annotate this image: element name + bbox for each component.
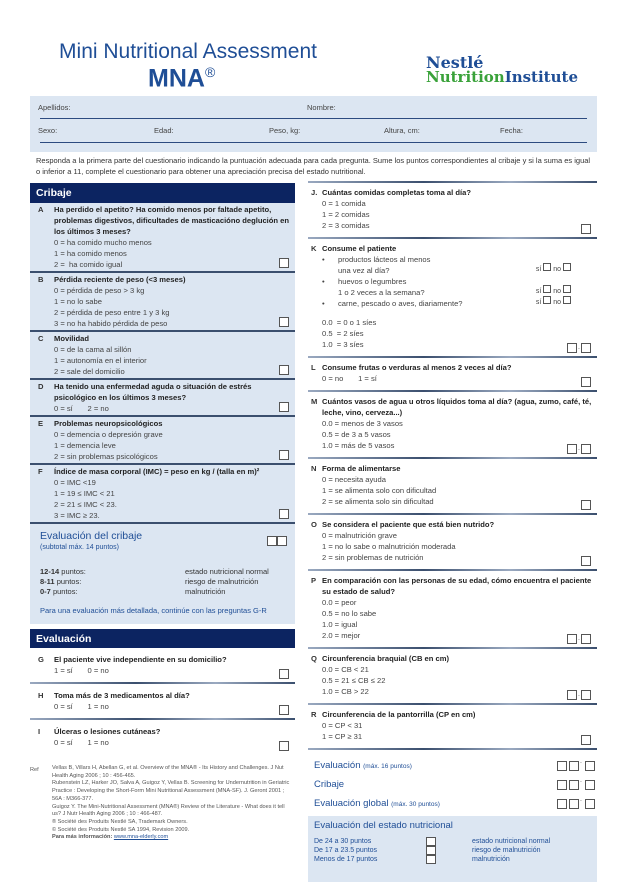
- answer-option: 3 = IMC ≥ 23.: [54, 511, 100, 520]
- score-range: [40, 567, 185, 577]
- question-letter: C: [38, 334, 44, 343]
- reference-line: Guigoz Y. The Mini-Nutritional Assessment (MNA®) Review of the Literature - What does it tell us? J Nutr Health Aging 2006 ; 10 : 466-487.: [52, 803, 285, 818]
- question-q: [308, 649, 597, 703]
- range-meaning: malnutrición: [185, 587, 226, 596]
- status-meaning: estado nutricional normal: [472, 838, 551, 845]
- divider: [308, 748, 597, 750]
- question-text: Consume frutas o verduras al menos 2 veces al día?: [322, 363, 512, 372]
- score-box[interactable]: [279, 365, 289, 375]
- form-title: Mini Nutritional Assessment: [59, 40, 317, 63]
- score-boxes: [279, 705, 289, 715]
- question-r: [308, 705, 597, 748]
- divider: [40, 118, 587, 119]
- summary-row: [308, 756, 597, 775]
- yes-checkbox[interactable]: [543, 285, 551, 293]
- score-box[interactable]: [585, 780, 595, 790]
- question-letter: P: [311, 576, 317, 585]
- nestle-logo: Nestlé NutritionInstitute: [426, 53, 578, 86]
- yes-no-choice: [536, 263, 571, 275]
- summary-sublabel: (máx. 16 puntos): [363, 763, 412, 770]
- question-letter: E: [38, 419, 44, 428]
- yes-label: sí: [535, 299, 542, 306]
- score-box[interactable]: [279, 705, 289, 715]
- answer-option: 1 = demencia leve: [54, 441, 116, 450]
- score-box[interactable]: [567, 343, 577, 353]
- answer-option: 0 = necesita ayuda: [322, 475, 386, 484]
- answer-option: 0.0 = 0 o 1 síes: [322, 318, 377, 327]
- answer-option: 2 = sin problemas psicológicos: [54, 452, 158, 461]
- score-box[interactable]: [581, 735, 591, 745]
- divider: [40, 142, 587, 143]
- answer-option: 0.5 = no lo sabe: [322, 609, 377, 618]
- range-meaning: riesgo de malnutrición: [185, 577, 259, 586]
- score-boxes: [581, 735, 591, 745]
- question-letter: Q: [311, 654, 317, 663]
- answer-option: 1.0 = 3 síes: [322, 340, 364, 349]
- answer-option: 0 = 1 comida: [322, 199, 366, 208]
- consumption-item: [322, 298, 593, 309]
- score-box[interactable]: [581, 343, 591, 353]
- score-box[interactable]: [581, 690, 591, 700]
- answer-option: 1 = se alimenta solo con dificultad: [322, 486, 437, 495]
- answer-option: 0 = IMC <19: [54, 478, 96, 487]
- answer-option: 2.0 = mejor: [322, 631, 361, 640]
- bullet-icon: •: [322, 299, 325, 308]
- score-box[interactable]: [557, 780, 567, 790]
- score-boxes: [567, 443, 591, 454]
- decimal-point: .: [580, 777, 582, 784]
- status-meaning: riesgo de malnutrición: [472, 847, 541, 854]
- score-box[interactable]: [567, 690, 577, 700]
- score-box[interactable]: [581, 556, 591, 566]
- answer-option: 0.5 = de 3 a 5 vasos: [322, 430, 391, 439]
- answer-option: 0 = pérdida de peso > 3 kg: [54, 286, 145, 295]
- answer-option: 0 = demencia o depresión grave: [54, 430, 163, 439]
- decimal-point: .: [578, 635, 580, 642]
- no-label: no: [553, 299, 562, 306]
- score-box[interactable]: [585, 761, 595, 771]
- answer-option: 0 = malnutrición grave: [322, 531, 397, 540]
- item-text: una vez al día?: [338, 266, 390, 275]
- score-boxes: [279, 509, 289, 519]
- question-letter: H: [38, 691, 44, 700]
- question-letter: J.: [311, 188, 318, 197]
- question-d: [30, 380, 295, 417]
- nutritional-status-rows: [314, 837, 591, 864]
- question-text: Problemas neuropsicológicos: [54, 419, 163, 428]
- question-e: [30, 417, 295, 465]
- question-m: [308, 392, 597, 457]
- question-letter: D: [38, 382, 44, 391]
- apellidos-field[interactable]: Apellidos:: [38, 103, 71, 112]
- answer-option: 3 = no ha habido pérdida de peso: [54, 319, 168, 328]
- score-boxes: [555, 790, 595, 809]
- question-l: [308, 358, 597, 390]
- score-boxes: [279, 402, 289, 412]
- score-box[interactable]: [279, 317, 289, 327]
- range-meaning: estado nutricional normal: [185, 567, 269, 576]
- question-text: Toma más de 3 medicamentos al día?: [54, 691, 190, 700]
- score-boxes: [555, 752, 595, 771]
- cribaje-evaluation: [30, 524, 295, 624]
- cribaje-score-boxes: [267, 536, 287, 546]
- status-checkbox[interactable]: [426, 837, 436, 846]
- score-range: [40, 587, 185, 597]
- status-range: Menos de 17 puntos: [314, 856, 378, 863]
- question-text: Se considera el paciente que está bien nutrido?: [322, 520, 495, 529]
- answer-option: 1.0 = más de 5 vasos: [322, 441, 395, 450]
- spacer: [308, 309, 593, 317]
- answer-option: 1 = 2 comidas: [322, 210, 370, 219]
- consumption-item: [322, 254, 593, 276]
- question-text: Forma de alimentarse: [322, 464, 401, 473]
- score-range-row: [40, 577, 289, 587]
- bullet-icon: •: [322, 255, 325, 264]
- summary-row: [308, 794, 597, 813]
- score-boxes: [279, 450, 289, 460]
- score-box[interactable]: [279, 258, 289, 268]
- bullet-icon: •: [322, 277, 325, 286]
- answer-option: 1 = no lo sabe: [54, 297, 102, 306]
- score-boxes: [567, 342, 591, 353]
- question-k: [308, 239, 597, 356]
- item-text: productos lácteos al menos: [338, 255, 431, 264]
- status-checkbox[interactable]: [426, 855, 436, 864]
- question-letter: N: [311, 464, 317, 473]
- status-meaning: malnutrición: [472, 856, 510, 863]
- range-value: 0-7: [40, 587, 51, 596]
- status-range: De 24 a 30 puntos: [314, 838, 372, 845]
- score-box[interactable]: [267, 536, 277, 546]
- answer-option: 0 = CP < 31: [322, 721, 363, 730]
- answer-option: 1.0 = igual: [322, 620, 358, 629]
- range-value: 12-14: [40, 567, 60, 576]
- no-checkbox[interactable]: [563, 296, 571, 304]
- question-letter: B: [38, 275, 44, 284]
- answer-option: 1.0 = CB > 22: [322, 687, 369, 696]
- question-letter: M: [311, 397, 318, 406]
- status-range: De 17 a 23.5 puntos: [314, 847, 378, 854]
- no-label: no: [553, 288, 562, 295]
- answer-option: 0 = no 1 = sí: [322, 374, 377, 383]
- answer-option: 2 = se alimenta solo sin dificultad: [322, 497, 434, 506]
- question-letter: L: [311, 363, 316, 372]
- cribaje-questions: [30, 203, 295, 524]
- instructions: Responda a la primera parte del cuestionario indicando la puntuación adecuada para cada pregunta. Sume los puntos correspondientes al cribaje y si la suma es igual o inferior a 11, complete el cuestionario para obtener una apreciación precisa del estado nutritional.: [36, 156, 591, 176]
- score-box[interactable]: [279, 402, 289, 412]
- question-text: Pérdida reciente de peso (<3 meses): [54, 275, 186, 284]
- question-b: [30, 273, 295, 332]
- score-boxes: [581, 500, 591, 510]
- status-checkbox[interactable]: [426, 846, 436, 855]
- range-unit: puntos:: [56, 577, 82, 586]
- score-boxes: [581, 224, 591, 234]
- summary-sublabel: (máx. 30 puntos): [391, 801, 440, 808]
- score-box[interactable]: [581, 444, 591, 454]
- question-text: Circunferencia de la pantorrilla (CP en cm): [322, 710, 476, 719]
- answer-option: 2 = sin problemas de nutrición: [322, 553, 424, 562]
- answer-option: 0 = sí 1 = no: [54, 738, 109, 747]
- status-row: [314, 846, 591, 855]
- left-column: [30, 183, 295, 754]
- score-box[interactable]: [585, 799, 595, 809]
- score-box[interactable]: [279, 741, 289, 751]
- question-text: Cuántos vasos de agua u otros líquidos toma al día? (agua, zumo, café, té, leche, vino, cerveza...): [322, 397, 592, 417]
- score-box[interactable]: [277, 536, 287, 546]
- score-range-row: [40, 587, 289, 597]
- answer-option: 0.5 = 2 síes: [322, 329, 364, 338]
- item-text: huevos o legumbres: [338, 277, 407, 286]
- cribaje-header: Cribaje: [30, 183, 295, 203]
- score-boxes: [555, 771, 595, 790]
- question-text: En comparación con las personas de su edad, cómo encuentra el paciente su estado de salud?: [322, 576, 592, 596]
- score-box[interactable]: [581, 500, 591, 510]
- answer-option: 1 = 19 ≤ IMC < 21: [54, 489, 115, 498]
- score-box[interactable]: [557, 799, 567, 809]
- question-n: [308, 459, 597, 513]
- answer-option: 2 = sale del domicilio: [54, 367, 125, 376]
- score-box[interactable]: [581, 224, 591, 234]
- answer-option: 0.0 = menos de 3 vasos: [322, 419, 403, 428]
- score-box[interactable]: [569, 780, 579, 790]
- evaluacion-questions-right: [308, 183, 597, 750]
- references: [30, 765, 295, 842]
- question-g: [30, 648, 295, 682]
- score-box[interactable]: [581, 634, 591, 644]
- question-text: Ha perdido el apetito? Ha comido menos por faltade apetito, problemas digestivos, dificultades de masticacióno deglución en los últimos 3 meses?: [54, 205, 290, 236]
- answer-option: 2 = 3 comidas: [322, 221, 370, 230]
- form-subtitle: MNA®: [148, 64, 216, 93]
- score-box[interactable]: [279, 450, 289, 460]
- evaluacion-questions-left: [30, 648, 295, 754]
- reference-line: ® Société des Produits Nestlé SA, Trademark Owners.: [52, 818, 188, 825]
- summary-row: [308, 775, 597, 794]
- status-row: [314, 837, 591, 846]
- reference-line: Vellas B, Villars H, Abellan G, et al. Overview of the MNA® - Its History and Challenges. J Nut Health Aging 2006 ; 10 : 456-465.: [52, 765, 284, 779]
- question-letter: A: [38, 205, 44, 214]
- consumption-item: [322, 276, 593, 298]
- score-boxes: [567, 689, 591, 700]
- more-info-label: Para más información:: [52, 834, 113, 841]
- answer-option: 2 = pérdida de peso entre 1 y 3 kg: [54, 308, 170, 317]
- reference-line: Rubenstein LZ, Harker JO, Salva A, Guigoz Y, Vellas B. Screening for Undernutrition in Geriatric Practice : Developing the Short-Form Mini Nutritional Assessment (MNA-SF). J. Geront 2001 ; 56A : M366-377.: [52, 780, 290, 802]
- score-box[interactable]: [279, 509, 289, 519]
- question-j: [308, 183, 597, 237]
- reference-line: © Société des Produits Nestlé SA 1994, Revision 2009.: [52, 826, 190, 833]
- answer-option: 2 = ha comido igual: [54, 260, 123, 269]
- fecha-field[interactable]: Fecha:: [500, 126, 523, 135]
- decimal-point: .: [578, 344, 580, 351]
- edad-field[interactable]: Edad:: [154, 126, 174, 135]
- score-boxes: [581, 377, 591, 387]
- answer-option: 0 = ha comido mucho menos: [54, 238, 152, 247]
- answer-option: 0 = de la cama al sillón: [54, 345, 132, 354]
- score-boxes: [279, 317, 289, 327]
- cribaje-section: [30, 203, 295, 624]
- no-checkbox[interactable]: [563, 285, 571, 293]
- score-boxes: [279, 258, 289, 268]
- answer-option: 1 = autonomía en el interior: [54, 356, 147, 365]
- nombre-field[interactable]: Nombre:: [307, 103, 336, 112]
- score-box[interactable]: [557, 761, 567, 771]
- range-unit: puntos:: [52, 587, 78, 596]
- score-boxes: [279, 741, 289, 751]
- no-label: no: [553, 266, 562, 273]
- item-text: 1 o 2 veces a la semana?: [338, 288, 425, 297]
- evaluacion-header: Evaluación: [30, 629, 295, 648]
- peso-field[interactable]: Peso, kg:: [269, 126, 301, 135]
- question-text: El paciente vive independiente en su domicilio?: [54, 655, 227, 664]
- decimal-point: .: [578, 445, 580, 452]
- question-letter: O: [311, 520, 317, 529]
- yes-checkbox[interactable]: [543, 296, 551, 304]
- nutritional-status-title: Evaluación del estado nutricional: [314, 820, 453, 831]
- score-box[interactable]: [567, 444, 577, 454]
- question-text: Movilidad: [54, 334, 90, 343]
- yes-label: sí: [535, 266, 542, 273]
- score-boxes: [279, 669, 289, 679]
- score-range: [40, 577, 185, 587]
- question-text: Circunferencia braquial (CB en cm): [322, 654, 450, 663]
- summary-label: Evaluación: [314, 760, 361, 771]
- no-checkbox[interactable]: [563, 263, 571, 271]
- answer-option: 1 = sí 0 = no: [54, 666, 109, 675]
- summary-label: Evaluación global: [314, 798, 389, 809]
- question-text: Índice de masa corporal (IMC) = peso en kg / (talla en m)²: [54, 467, 260, 476]
- question-f: [30, 465, 295, 524]
- score-boxes: [581, 556, 591, 566]
- cribaje-eval-note: Para una evaluación más detallada, continúe con las preguntas G-R: [40, 606, 267, 615]
- nutritional-status-box: [308, 816, 597, 882]
- question-letter: R: [311, 710, 317, 719]
- right-column: [308, 181, 597, 882]
- question-h: [30, 684, 295, 718]
- status-row: [314, 855, 591, 864]
- answer-option: 0.0 = peor: [322, 598, 357, 607]
- sexo-field[interactable]: Sexo:: [38, 126, 58, 135]
- answer-option: 0 = sí 1 = no: [54, 702, 109, 711]
- score-box[interactable]: [279, 669, 289, 679]
- question-i: [30, 720, 295, 754]
- item-text: carne, pescado o aves, diariamente?: [338, 299, 463, 308]
- question-text: Consume el patiente: [322, 244, 397, 253]
- answer-option: 0.5 = 21 ≤ CB ≤ 22: [322, 676, 386, 685]
- question-text: Cuántas comidas completas toma al día?: [322, 188, 471, 197]
- answer-option: 0.0 = CB < 21: [322, 665, 369, 674]
- answer-option: 2 = 21 ≤ IMC < 23.: [54, 500, 117, 509]
- references-label: Ref: [30, 767, 39, 773]
- patient-info-box: [30, 96, 597, 152]
- question-text: Úlceras o lesiones cutáneas?: [54, 727, 161, 736]
- cribaje-eval-title: Evaluación del cribaje: [40, 530, 143, 542]
- more-info-link[interactable]: www.mna-elderly.com: [113, 834, 169, 841]
- score-box[interactable]: [569, 761, 579, 771]
- score-boxes: [279, 365, 289, 375]
- yes-no-choice: [536, 296, 571, 308]
- decimal-point: .: [578, 691, 580, 698]
- range-value: 8-11: [40, 577, 55, 586]
- question-c: [30, 332, 295, 380]
- yes-label: sí: [535, 288, 542, 295]
- question-o: [308, 515, 597, 569]
- summary-label: Cribaje: [314, 779, 345, 790]
- score-box[interactable]: [581, 377, 591, 387]
- altura-field[interactable]: Altura, cm:: [384, 126, 420, 135]
- question-letter: I: [38, 727, 41, 736]
- answer-option: 1 = ha comido menos: [54, 249, 127, 258]
- question-letter: G: [38, 655, 44, 664]
- score-range-row: [40, 567, 289, 577]
- summary-scores: [308, 756, 597, 813]
- answer-option: 1 = no lo sabe o malnutrición moderada: [322, 542, 456, 551]
- score-boxes: [567, 633, 591, 644]
- answer-option: 0 = sí 2 = no: [54, 404, 109, 413]
- decimal-point: .: [580, 796, 582, 803]
- score-box[interactable]: [569, 799, 579, 809]
- range-unit: puntos:: [61, 567, 86, 576]
- question-letter: K: [311, 244, 317, 253]
- decimal-point: .: [580, 758, 582, 765]
- answer-option: 1 = CP ≥ 31: [322, 732, 363, 741]
- question-letter: F: [38, 467, 43, 476]
- question-text: Ha tenido una enfermedad aguda o situación de estrés psicológico en los últimos 3 meses?: [54, 382, 252, 402]
- cribaje-scores: [40, 567, 289, 597]
- cribaje-eval-subtitle: (subtotal máx. 14 puntos): [40, 544, 119, 551]
- question-p: [308, 571, 597, 647]
- yes-checkbox[interactable]: [543, 263, 551, 271]
- references-list: [52, 765, 295, 834]
- score-box[interactable]: [567, 634, 577, 644]
- question-a: [30, 203, 295, 273]
